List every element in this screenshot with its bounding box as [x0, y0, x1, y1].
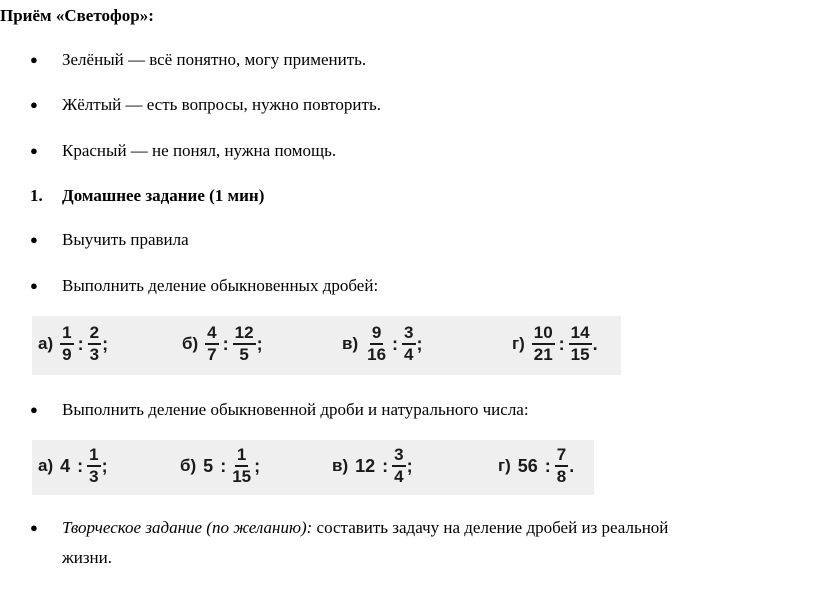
list-item-red: Красный — не понял, нужна помощь.: [62, 141, 337, 160]
exercise-a: [38, 324, 108, 364]
punctuation: ;: [416, 333, 423, 354]
list-item-natural: Выполнить деление обыкновенной дроби и натурального числа:: [62, 400, 529, 419]
numerator: 10: [532, 324, 555, 345]
whole-number: 4: [60, 455, 71, 476]
fraction: [60, 324, 73, 364]
division-sign: :: [382, 455, 389, 476]
exercise-label: в): [342, 334, 359, 353]
fraction: [532, 324, 555, 364]
denominator: 21: [533, 345, 553, 364]
exercise-label: б): [182, 334, 199, 353]
list-item-creative: [62, 518, 668, 538]
section-heading: Домашнее задание (1 мин): [62, 186, 265, 205]
fraction: [569, 324, 592, 364]
denominator: 15: [232, 467, 252, 486]
numerator: 9: [370, 324, 383, 345]
bullet-icon: ●: [30, 520, 38, 535]
denominator: 9: [62, 345, 72, 364]
denominator: 16: [367, 345, 387, 364]
numerator: 14: [569, 324, 592, 345]
bullet-icon: ●: [30, 232, 38, 247]
exercise-a: [38, 446, 108, 486]
whole-number: 5: [203, 455, 214, 476]
division-sign: :: [392, 333, 399, 354]
fraction: [87, 446, 100, 486]
bullet-icon: ●: [30, 402, 38, 417]
numerator: 3: [402, 324, 415, 345]
section-number: 1.: [30, 186, 43, 205]
fraction: [402, 324, 415, 364]
exercise-d: [498, 446, 574, 486]
division-sign: :: [220, 455, 227, 476]
numerator: 1: [87, 446, 100, 467]
exercise-label: а): [38, 456, 54, 475]
fraction: [233, 324, 256, 364]
denominator: 5: [239, 345, 249, 364]
list-item-rules: Выучить правила: [62, 230, 189, 249]
division-sign: :: [558, 333, 565, 354]
whole-number: 56: [517, 455, 538, 476]
numerator: 2: [88, 324, 101, 345]
fraction: [555, 446, 568, 486]
natural-exercises-panel: [32, 440, 594, 495]
denominator: 3: [89, 467, 99, 486]
fraction: [230, 446, 253, 486]
exercise-b: [180, 446, 260, 486]
bullet-icon: ●: [30, 97, 38, 112]
exercise-c: [332, 446, 413, 486]
exercise-label: в): [332, 456, 349, 475]
exercise-label: г): [512, 334, 525, 353]
numerator: 4: [205, 324, 218, 345]
denominator: 4: [394, 467, 404, 486]
fraction: [392, 446, 405, 486]
punctuation: ;: [254, 455, 261, 476]
numerator: 1: [60, 324, 73, 345]
list-item-fractions: Выполнить деление обыкновенных дробей:: [62, 276, 379, 295]
bullet-icon: ●: [30, 52, 38, 67]
denominator: 15: [570, 345, 590, 364]
creative-text-continued: жизни.: [62, 548, 113, 567]
creative-label: Творческое задание (по желанию):: [62, 518, 313, 537]
exercise-b: [182, 324, 263, 364]
division-sign: :: [222, 333, 229, 354]
bullet-icon: ●: [30, 278, 38, 293]
list-item-green: Зелёный — всё понятно, могу применить.: [62, 50, 367, 69]
denominator: 4: [404, 345, 414, 364]
exercise-d: [512, 324, 598, 364]
numerator: 1: [235, 446, 248, 467]
division-sign: :: [77, 333, 84, 354]
punctuation: ;: [101, 455, 108, 476]
fraction-exercises-panel: [32, 316, 621, 375]
punctuation: ;: [406, 455, 413, 476]
denominator: 7: [207, 345, 217, 364]
punctuation: .: [592, 333, 598, 354]
numerator: 3: [392, 446, 405, 467]
exercise-label: а): [38, 334, 54, 353]
numerator: 12: [233, 324, 256, 345]
punctuation: ;: [102, 333, 109, 354]
division-sign: :: [544, 455, 551, 476]
punctuation: ;: [256, 333, 263, 354]
denominator: 3: [89, 345, 100, 364]
fraction: [365, 324, 388, 364]
fraction: [88, 324, 101, 364]
exercise-label: б): [180, 456, 197, 475]
bullet-icon: ●: [30, 143, 38, 158]
numerator: 7: [555, 446, 568, 467]
creative-text: составить задачу на деление дробей из реальной: [312, 518, 669, 537]
punctuation: .: [569, 455, 575, 476]
whole-number: 12: [355, 455, 376, 476]
denominator: 8: [556, 467, 567, 486]
division-sign: :: [77, 455, 84, 476]
exercise-c: [342, 324, 423, 364]
page-title: Приём «Светофор»:: [0, 6, 154, 25]
list-item-yellow: Жёлтый — есть вопросы, нужно повторить.: [62, 95, 381, 114]
fraction: [205, 324, 218, 364]
exercise-label: г): [498, 456, 511, 475]
